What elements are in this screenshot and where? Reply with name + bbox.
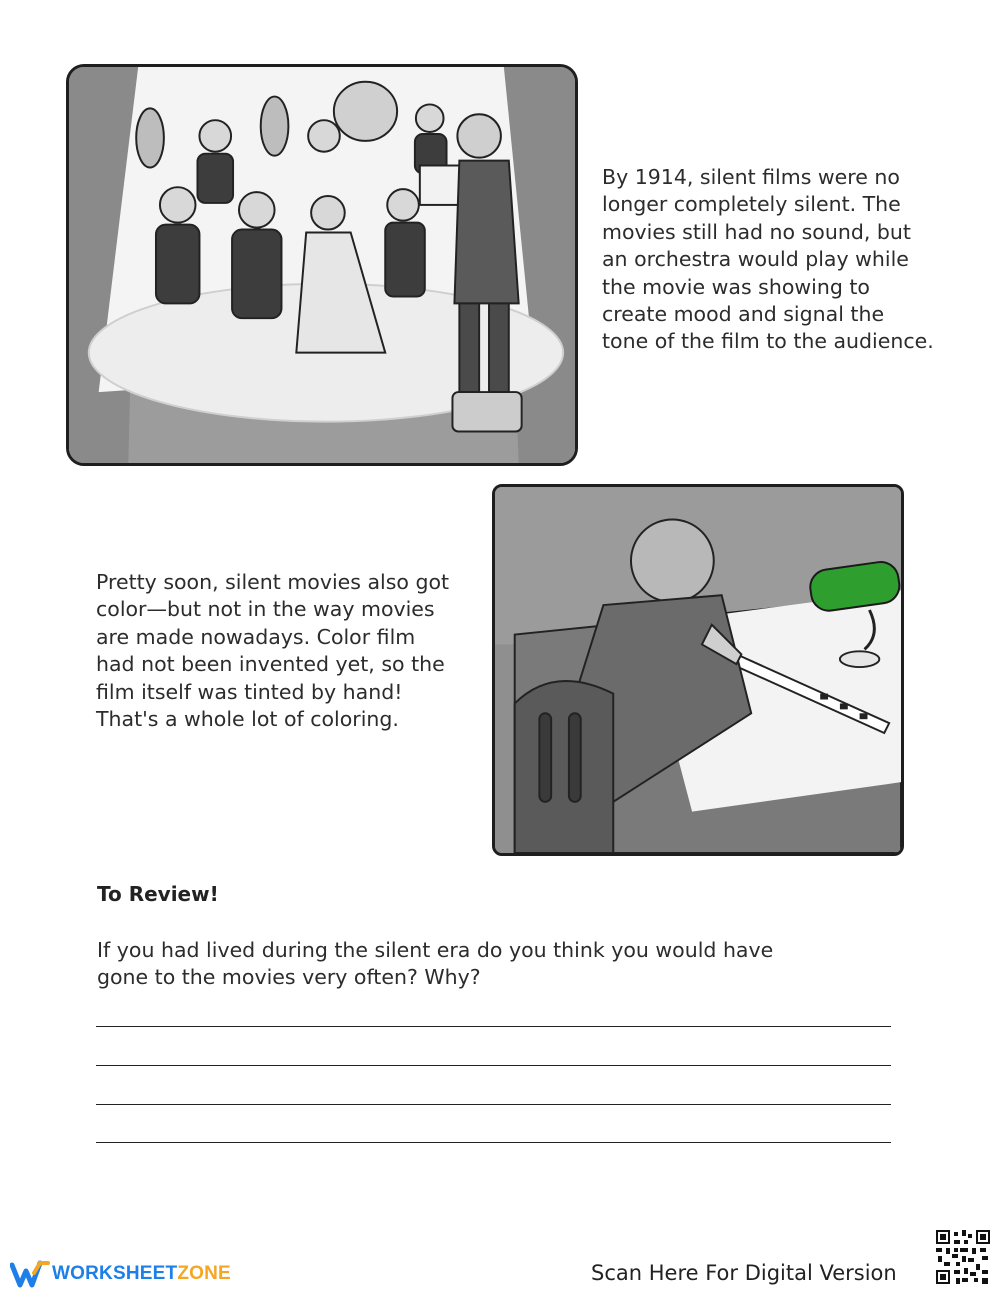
logo-text — [52, 1263, 231, 1285]
answer-line[interactable] — [96, 1142, 891, 1143]
film-tinting-drawing — [495, 487, 901, 853]
orchestra-drawing — [69, 67, 575, 463]
worksheet-zone-logo[interactable] — [10, 1258, 231, 1290]
paragraph-line: That's a whole lot of coloring. — [96, 707, 399, 732]
paragraph-line: longer completely silent. The — [602, 192, 901, 217]
answer-line[interactable] — [96, 1065, 891, 1066]
paragraph-line: movies still had no sound, but — [602, 219, 911, 244]
paragraph-line: By 1914, silent films were no — [602, 165, 900, 189]
paragraph-line: had not been invented yet, so the — [96, 652, 445, 677]
paragraph-line: tone of the film to the audience. — [602, 329, 934, 354]
logo-check-icon — [10, 1259, 50, 1289]
film-tinting-illustration — [492, 484, 904, 856]
answer-line[interactable] — [96, 1104, 891, 1105]
qr-code-icon[interactable] — [934, 1228, 992, 1286]
paragraph-line: color—but not in the way movies — [96, 597, 435, 622]
paragraph-line: are made nowadays. Color film — [96, 624, 416, 649]
scan-here-label: Scan Here For Digital Version — [591, 1261, 897, 1285]
film-tinting-paragraph — [96, 569, 476, 733]
answer-line[interactable] — [96, 1026, 891, 1027]
orchestra-illustration — [66, 64, 578, 466]
paragraph-line: Pretty soon, silent movies also got — [96, 570, 450, 594]
paragraph-line: an orchestra would play while — [602, 247, 909, 272]
orchestra-paragraph — [602, 164, 952, 356]
paragraph-line: the movie was showing to — [602, 274, 870, 299]
logo-word-worksheet: WORKSHEET — [52, 1263, 178, 1284]
review-question — [97, 937, 857, 992]
question-line: If you had lived during the silent era do you think you would have — [97, 938, 774, 962]
paragraph-line: create mood and signal the — [602, 302, 885, 327]
paragraph-line: film itself was tinted by hand! — [96, 679, 403, 704]
question-line: gone to the movies very often? Why? — [97, 965, 481, 990]
logo-word-zone: ZONE — [177, 1263, 231, 1284]
review-heading: To Review! — [97, 882, 219, 906]
